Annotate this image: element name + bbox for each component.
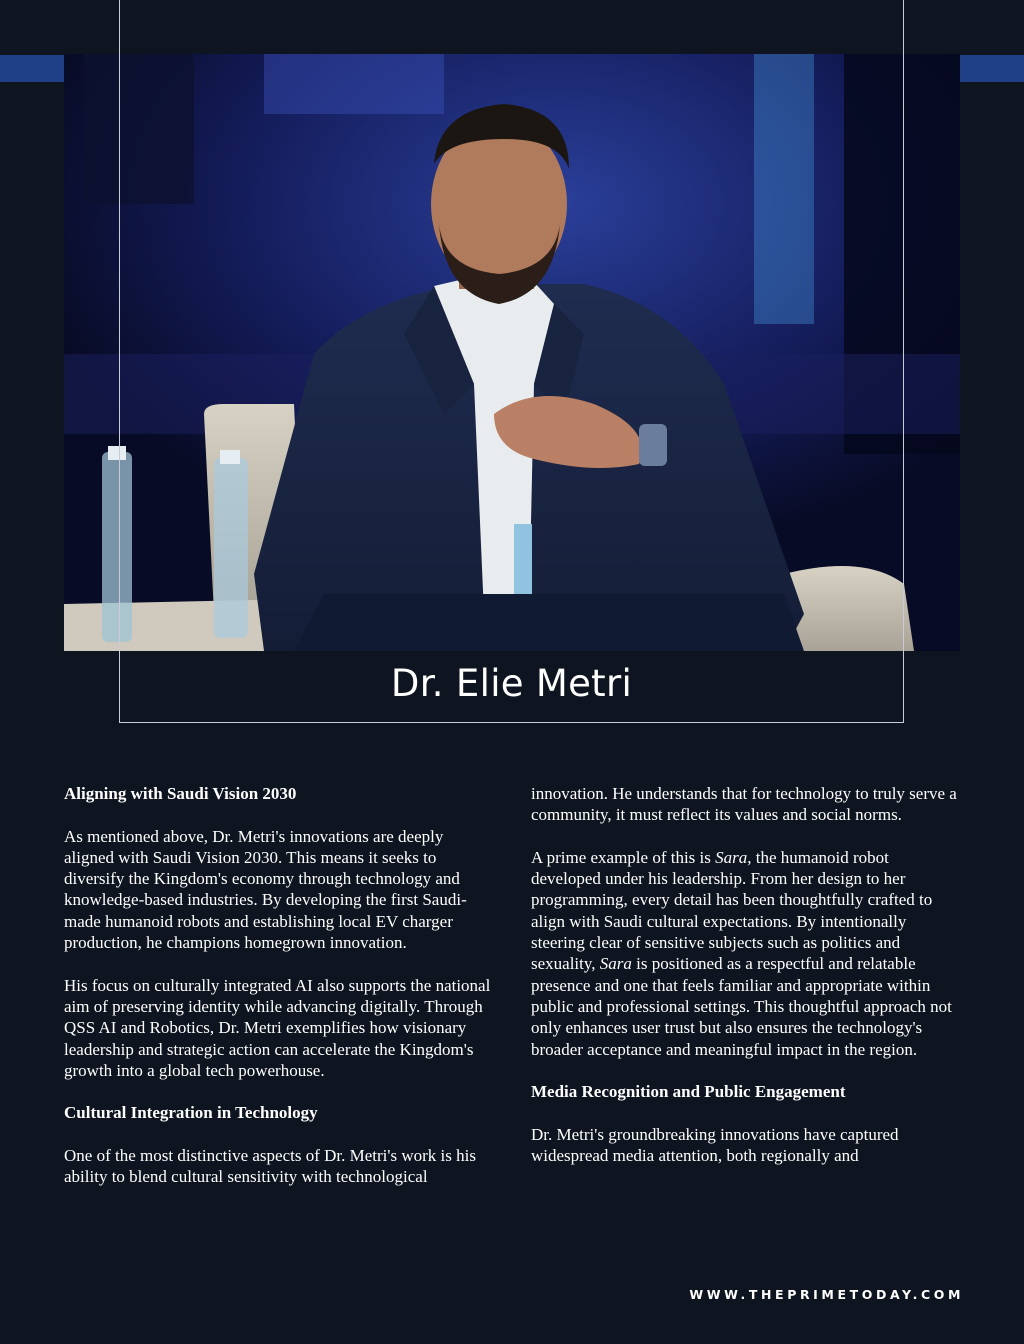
article-column-left (64, 783, 494, 1209)
text-span: is positioned as a respectful and relatable presence and one that feels familiar and appropriate within public and professional settings. This thoughtful approach not only enhances user trust but also ensures the technology's broader acceptance and meaningful impact in the region. (531, 954, 952, 1059)
robot-name: Sara (715, 847, 748, 867)
accent-band-left (0, 55, 66, 82)
paragraph: innovation. He understands that for technology to truly serve a community, it must reflect its values and social norms. (531, 784, 957, 825)
profile-photo (64, 54, 960, 651)
section-heading: Cultural Integration in Technology (64, 1103, 318, 1123)
section-heading: Aligning with Saudi Vision 2030 (64, 784, 297, 803)
section-heading: Media Recognition and Public Engagement (531, 1082, 846, 1102)
robot-name: Sara (599, 954, 632, 974)
accent-band-right (960, 55, 1024, 82)
footer-url[interactable]: WWW.THEPRIMETODAY.COM (689, 1287, 964, 1302)
paragraph: As mentioned above, Dr. Metri's innovations are deeply aligned with Saudi Vision 2030. This means it seeks to diversify the Kingdom's economy through technology and knowledge-based industries. By developing the first Saudi-made humanoid robots and establishing local EV charger production, he champions homegrown innovation. (64, 826, 467, 953)
paragraph: His focus on culturally integrated AI also supports the national aim of preserving identity while advancing digitally. Through QSS AI and Robotics, Dr. Metri exemplifies how visionary leadership and strategic action can accelerate the Kingdom's growth into a global tech powerhouse. (64, 975, 491, 1080)
profile-name: Dr. Elie Metri (390, 662, 633, 705)
article-column-right (531, 783, 961, 1188)
text-span: A prime example of this is (531, 847, 716, 867)
paragraph: One of the most distinctive aspects of Dr. Metri's work is his ability to blend cultural sensitivity with technological (64, 1146, 476, 1187)
paragraph-sara (531, 847, 961, 1060)
text-span: , the humanoid robot developed under his leadership. From her design to her programming, every detail has been thoughtfully crafted to align with Saudi cultural expectations. By intentionally steering clear of sensitive subjects such as politics and sexuality, (531, 847, 933, 974)
paragraph: Dr. Metri's groundbreaking innovations have captured widespread media attention, both regionally and (531, 1124, 899, 1166)
